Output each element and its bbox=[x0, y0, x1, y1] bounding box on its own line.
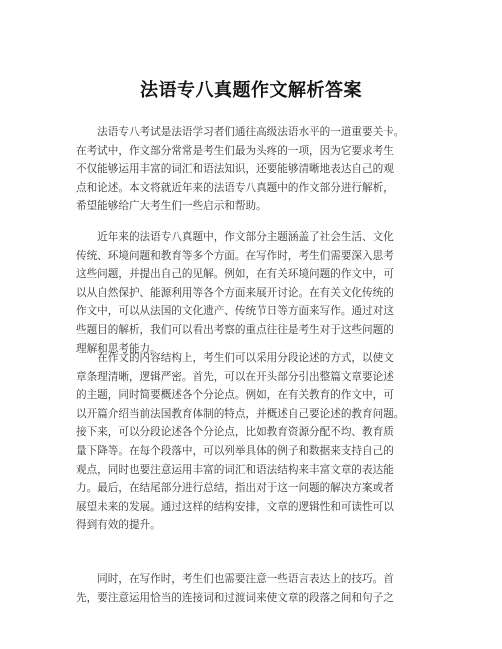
text-line: 传统、环境问题和教育等多个方面。在写作时，考生们需要深入思考 bbox=[76, 249, 394, 262]
text-line: 量下降等。在每个段落中，可以列举具体的例子和数据来支持自己的 bbox=[76, 444, 394, 457]
text-line: 作文中，可以从法国的文化遗产、传统节日等方面来写作。通过对这 bbox=[76, 305, 394, 318]
text-line: 不仅能够运用丰富的词汇和语法知识，还要能够清晰地表达自己的观 bbox=[76, 163, 394, 176]
text-line: 先，要注意运用恰当的连接词和过渡词来使文章的段落之间和句子之 bbox=[76, 591, 394, 604]
text-line: 得到有效的提升。 bbox=[76, 519, 161, 532]
text-line: 理解和思考能力。 bbox=[76, 342, 161, 355]
text-line: 的主题，同时简要概述各个分论点。例如，在有关教育的作文中，可 bbox=[76, 389, 394, 402]
paragraph-3 bbox=[76, 349, 436, 535]
text-line: 力。最后，在结尾部分进行总结，指出对于这一问题的解决方案或者 bbox=[76, 482, 394, 495]
text-line: 观点，同时也要注意运用丰富的词汇和语法结构来丰富文章的表达能 bbox=[76, 463, 394, 476]
text-line: 希望能够给广大考生们一些启示和帮助。 bbox=[76, 200, 267, 213]
text-line: 章条理清晰，逻辑严密。首先，可以在开头部分引出整篇文章要论述 bbox=[76, 370, 394, 383]
text-line: 以从自然保护、能源利用等各个方面来展开讨论。在有关文化传统的 bbox=[76, 286, 394, 299]
text-line: 接下来，可以分段论述各个分论点，比如教育资源分配不均、教育质 bbox=[76, 426, 394, 439]
paragraph-2 bbox=[76, 228, 436, 358]
paragraph-4 bbox=[76, 570, 436, 607]
text-line: 点和论述。本文将就近年来的法语专八真题中的作文部分进行解析， bbox=[76, 181, 394, 194]
text-line: 这些问题，并提出自己的见解。例如，在有关环境问题的作文中，可 bbox=[76, 268, 394, 281]
text-line: 近年来的法语专八真题中，作文部分主题涵盖了社会生活、文化 bbox=[76, 231, 394, 243]
text-line: 展望未来的发展。通过这样的结构安排，文章的逻辑性和可读性可以 bbox=[76, 500, 394, 513]
text-line: 同时，在写作时，考生们也需要注意一些语言表达上的技巧。首 bbox=[76, 573, 394, 585]
text-line: 在作文的内容结构上，考生们可以采用分段论述的方式，以使文 bbox=[76, 352, 394, 364]
text-line: 以开篇介绍当前法国教育体制的特点，并概述自己要论述的教育问题。 bbox=[76, 407, 405, 420]
text-line: 法语专八考试是法语学习者们通往高级法语水平的一道重要关卡。 bbox=[76, 126, 405, 138]
paragraph-1 bbox=[76, 123, 436, 216]
text-line: 些题目的解析，我们可以看出考察的重点往往是考生对于这些问题的 bbox=[76, 323, 394, 336]
document-title: 法语专八真题作文解析答案 bbox=[140, 80, 362, 101]
text-line: 在考试中，作文部分常常是考生们最为头疼的一项，因为它要求考生 bbox=[76, 144, 394, 157]
